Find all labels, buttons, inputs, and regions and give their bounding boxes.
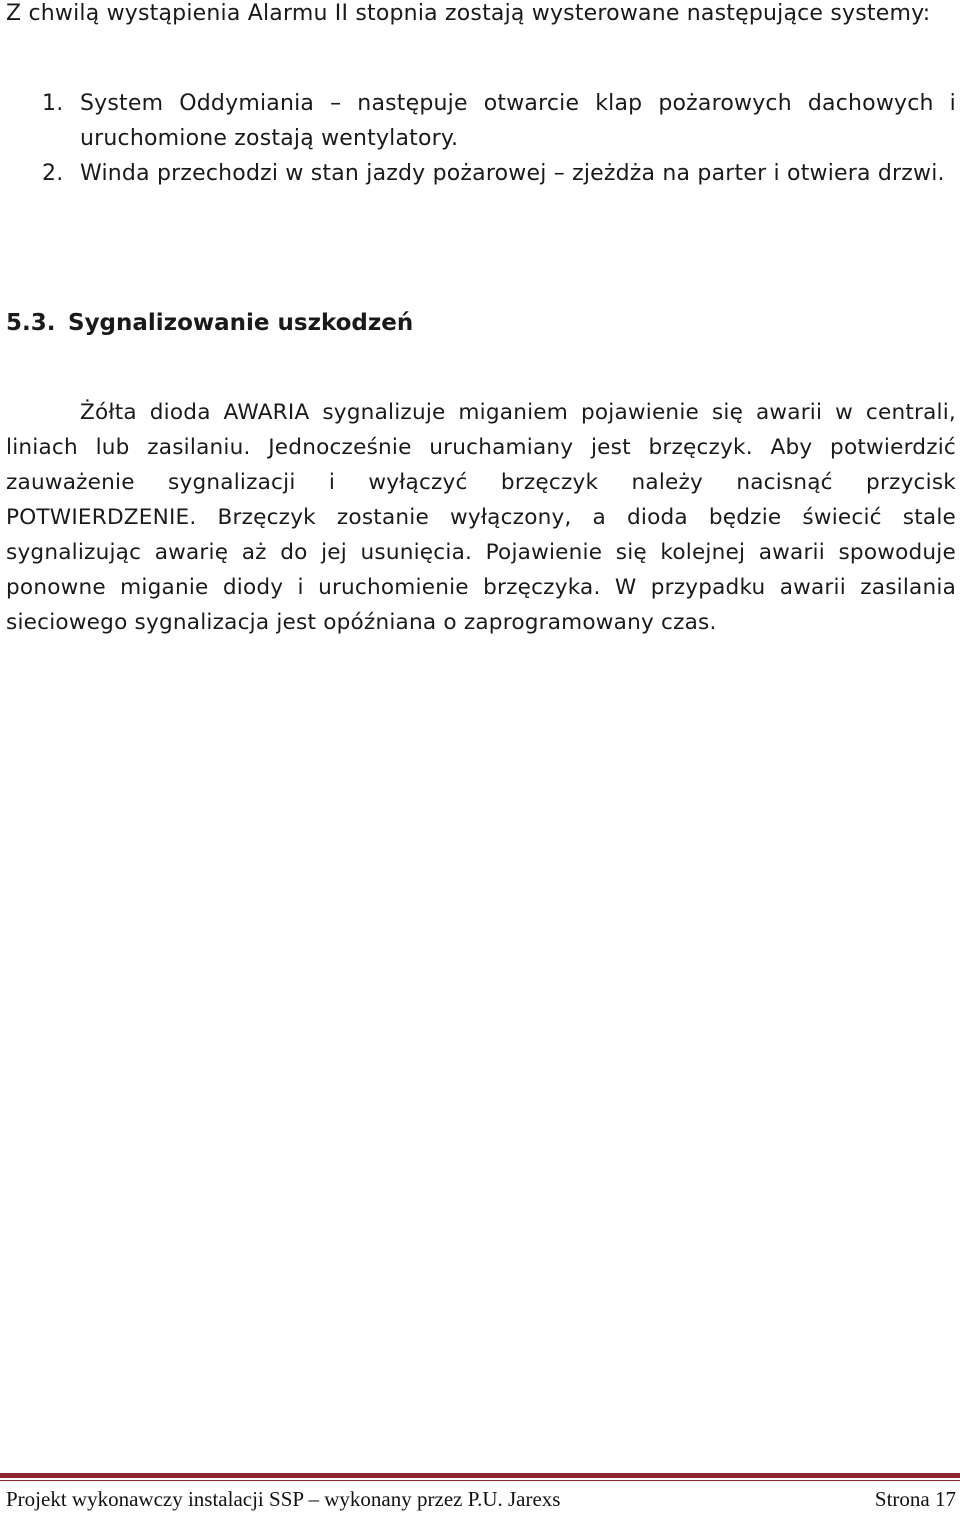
footer-rule — [0, 1473, 960, 1478]
list-item-text: System Oddymiania – następuje otwarcie klap pożarowych dachowych i uruchomione zostają wentylatory. — [80, 91, 956, 151]
section-title: Sygnalizowanie uszkodzeń — [68, 310, 414, 336]
list-item-number: 2. — [42, 161, 64, 186]
list-item — [0, 86, 956, 156]
list-item-text: Winda przechodzi w stan jazdy pożarowej – zjeżdża na parter i otwiera drzwi. — [80, 161, 945, 186]
intro-text: Z chwilą wystąpienia Alarmu II stopnia zostają wysterowane następujące systemy: — [6, 1, 931, 26]
section-heading — [6, 306, 413, 341]
list-item — [0, 156, 956, 191]
list-item-number: 1. — [42, 91, 64, 116]
section-paragraph: Żółta dioda AWARIA sygnalizuje miganiem pojawienie się awarii w centrali, liniach lub zasilaniu. Jednocześnie uruchamiany jest brzęczyk. Aby potwierdzić zauważenie sygnalizacji i wyłączyć brzęczyk należy nacisnąć przycisk POTWIERDZENIE. Brzęczyk zostanie wyłączony, a dioda będzie świecić stale sygnalizując awarię aż do jej usunięcia. Pojawienie się kolejnej awarii spowoduje ponowne miganie diody i uruchomienie brzęczyka. W przypadku awarii zasilania sieciowego sygnalizacja jest opóźniana o zaprogramowany czas. — [6, 400, 956, 635]
footer-page-number: Strona 17 — [874, 1487, 956, 1511]
section-number: 5.3. — [6, 310, 56, 336]
alarm-systems-list — [0, 86, 956, 191]
footer-rule-thin — [0, 1480, 960, 1481]
footer-project-title: Projekt wykonawczy instalacji SSP – wykonany przez P.U. Jarexs — [6, 1487, 561, 1511]
page-footer — [6, 1483, 956, 1515]
